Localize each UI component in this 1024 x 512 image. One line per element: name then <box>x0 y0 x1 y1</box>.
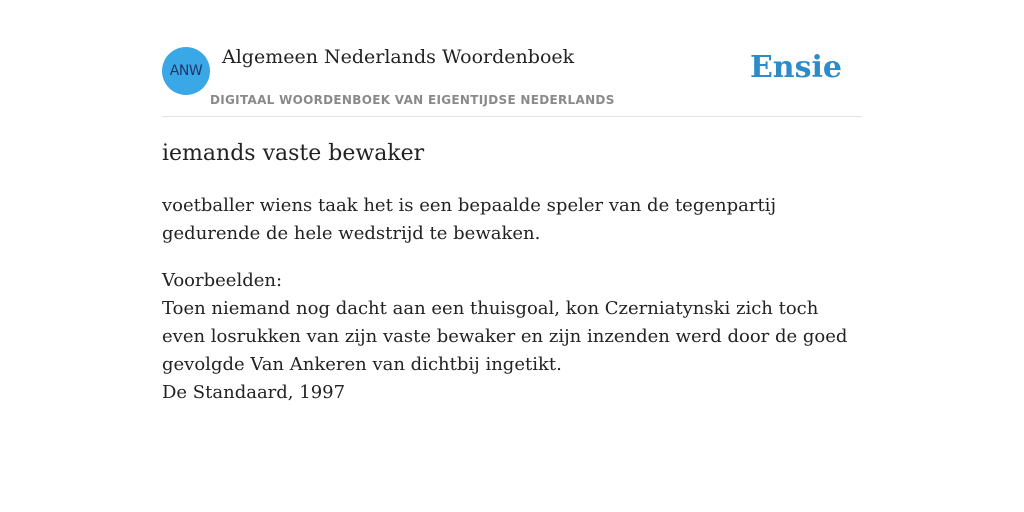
examples-section <box>162 267 862 407</box>
anw-logo[interactable] <box>162 47 210 95</box>
example-text: Toen niemand nog dacht aan een thuisgoal, kon Czerniatynski zich toch even losrukken van zijn vaste bewaker en zijn inzenden werd door de goed gevolgde Van Ankeren van dichtbij ingetikt. <box>162 298 848 375</box>
site-subtitle: DIGITAAL WOORDENBOEK VAN EIGENTIJDSE NEDERLANDS <box>210 93 615 107</box>
examples-label: Voorbeelden: <box>162 270 283 291</box>
entry-term: iemands vaste bewaker <box>162 141 425 166</box>
logo-text: ANW <box>169 63 203 79</box>
ensie-brand-logo[interactable]: Ensie <box>749 50 842 85</box>
example-source: De Standaard, 1997 <box>162 382 346 403</box>
entry-content <box>162 136 862 407</box>
site-header <box>162 40 862 117</box>
site-title[interactable]: Algemeen Nederlands Woordenboek <box>222 46 575 68</box>
entry-definition: voetballer wiens taak het is een bepaalde speler van de tegenpartij gedurende de hele wedstrijd te bewaken. <box>162 195 777 244</box>
